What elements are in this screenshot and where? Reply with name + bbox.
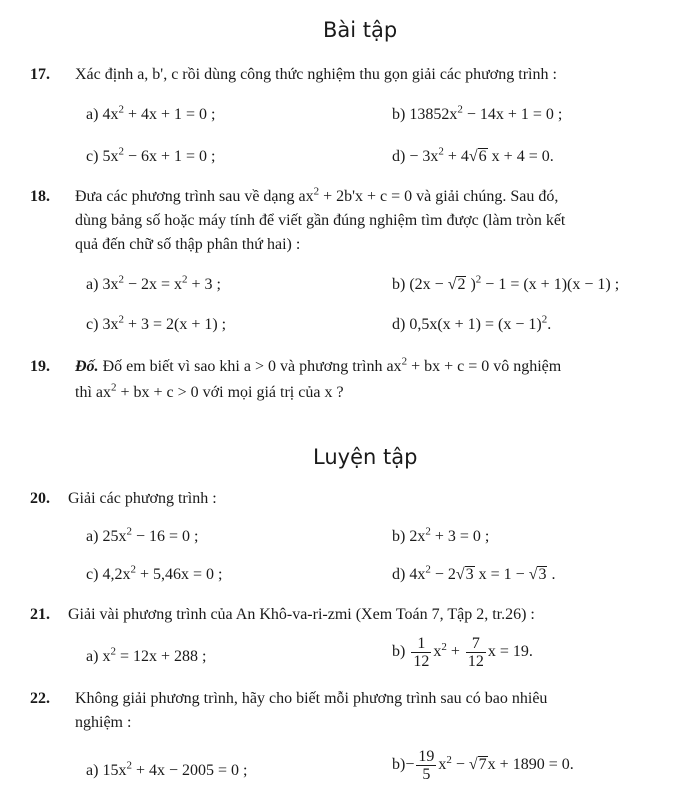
ex18-eq-b: b) (2x − √2 )$^2$ − 1 = (x + 1)(x − 1) ; xyxy=(392,273,620,293)
exercise-19-line2: thì $ax^2$ + bx + c > 0 với mọi giá trị của x ? xyxy=(75,381,344,401)
ex20-eq-a: a) $25x^2 - 16 = 0$ ; xyxy=(86,525,199,545)
exercise-17-text: Xác định a, b', c rồi dùng công thức nghiệm thu gọn giải các phương trình : xyxy=(75,66,557,83)
ex17-eq-d: $d) - 3x^2 + 4√6$ x + 4 = 0. xyxy=(392,145,554,165)
ex21-eq-a: a) $x^2 = 12x + 288$ ; xyxy=(86,645,207,665)
exercise-21-text: Giải vài phương trình của An Khô-va-ri-zmi (Xem Toán 7, Tập 2, tr.26) : xyxy=(68,606,535,623)
exercise-18-line2: dùng bảng số hoặc máy tính để viết gần đúng nghiệm tìm được (làm tròn kết xyxy=(75,212,566,229)
ex22-eq-a: a) $15x^2 + 4x - 2005 = 0$ ; xyxy=(86,759,248,779)
exercise-21-number: 21. xyxy=(30,606,50,623)
ex17-eq-b: b) $13852x^2 - 14x + 1 = 0$ ; xyxy=(392,103,563,123)
exercise-22-line1: Không giải phương trình, hãy cho biết mỗi phương trình sau có bao nhiêu xyxy=(75,690,548,707)
ex20-eq-b: b) $2x^2 + 3 = 0$ ; xyxy=(392,525,490,545)
exercise-18-number: 18. xyxy=(30,188,50,205)
section-title-luyen-tap: Luyện tập xyxy=(313,445,418,469)
ex20-eq-d: d) $4x^2 - 2√3$ x = 1 − √3 . xyxy=(392,563,556,583)
exercise-20-number: 20. xyxy=(30,490,50,507)
exercise-19-number: 19. xyxy=(30,358,50,375)
ex18-eq-d: d) $0,5x(x + 1) = (x - 1)^2$. xyxy=(392,313,552,333)
ex18-eq-c: c) $3x^2 + 3 = 2(x + 1)$ ; xyxy=(86,313,227,333)
exercise-20-text: Giải các phương trình : xyxy=(68,490,217,507)
exercise-18-line1: Đưa các phương trình sau về dạng $ax^2 + 2b'x + c = 0$ và giải chúng. Sau đó, xyxy=(75,185,559,205)
exercise-22-number: 22. xyxy=(30,690,50,707)
exercise-19-line1: Đố. Đố em biết vì sao khi a > 0 và phương trình $ax^2$ + bx + c = 0 vô nghiệm xyxy=(75,355,562,375)
section-title-bai-tap: Bài tập xyxy=(323,18,398,42)
ex17-eq-a: a) $4x^2 + 4x + 1 = 0$ ; xyxy=(86,103,216,123)
exercise-22-line2: nghiệm : xyxy=(75,714,132,731)
exercise-17-number: 17. xyxy=(30,66,50,83)
ex17-eq-c: c) $5x^2 - 6x + 1 = 0$ ; xyxy=(86,145,216,165)
ex22-eq-b: b)− $\frac{19}{5}$ $x^2 - √7x + 1890 = 0$. xyxy=(392,748,574,783)
ex21-eq-b: b) $\frac{1}{12}$ $x^2$ + $\frac{7}{12}$ x = 19. xyxy=(392,635,533,670)
ex18-eq-a: a) $3x^2 - 2x = x^2 + 3$ ; xyxy=(86,273,221,293)
ex20-eq-c: c) $4,2x^2 + 5,46x = 0$ ; xyxy=(86,563,223,583)
exercise-18-line3: quả đến chữ số thập phân thứ hai) : xyxy=(75,236,301,253)
